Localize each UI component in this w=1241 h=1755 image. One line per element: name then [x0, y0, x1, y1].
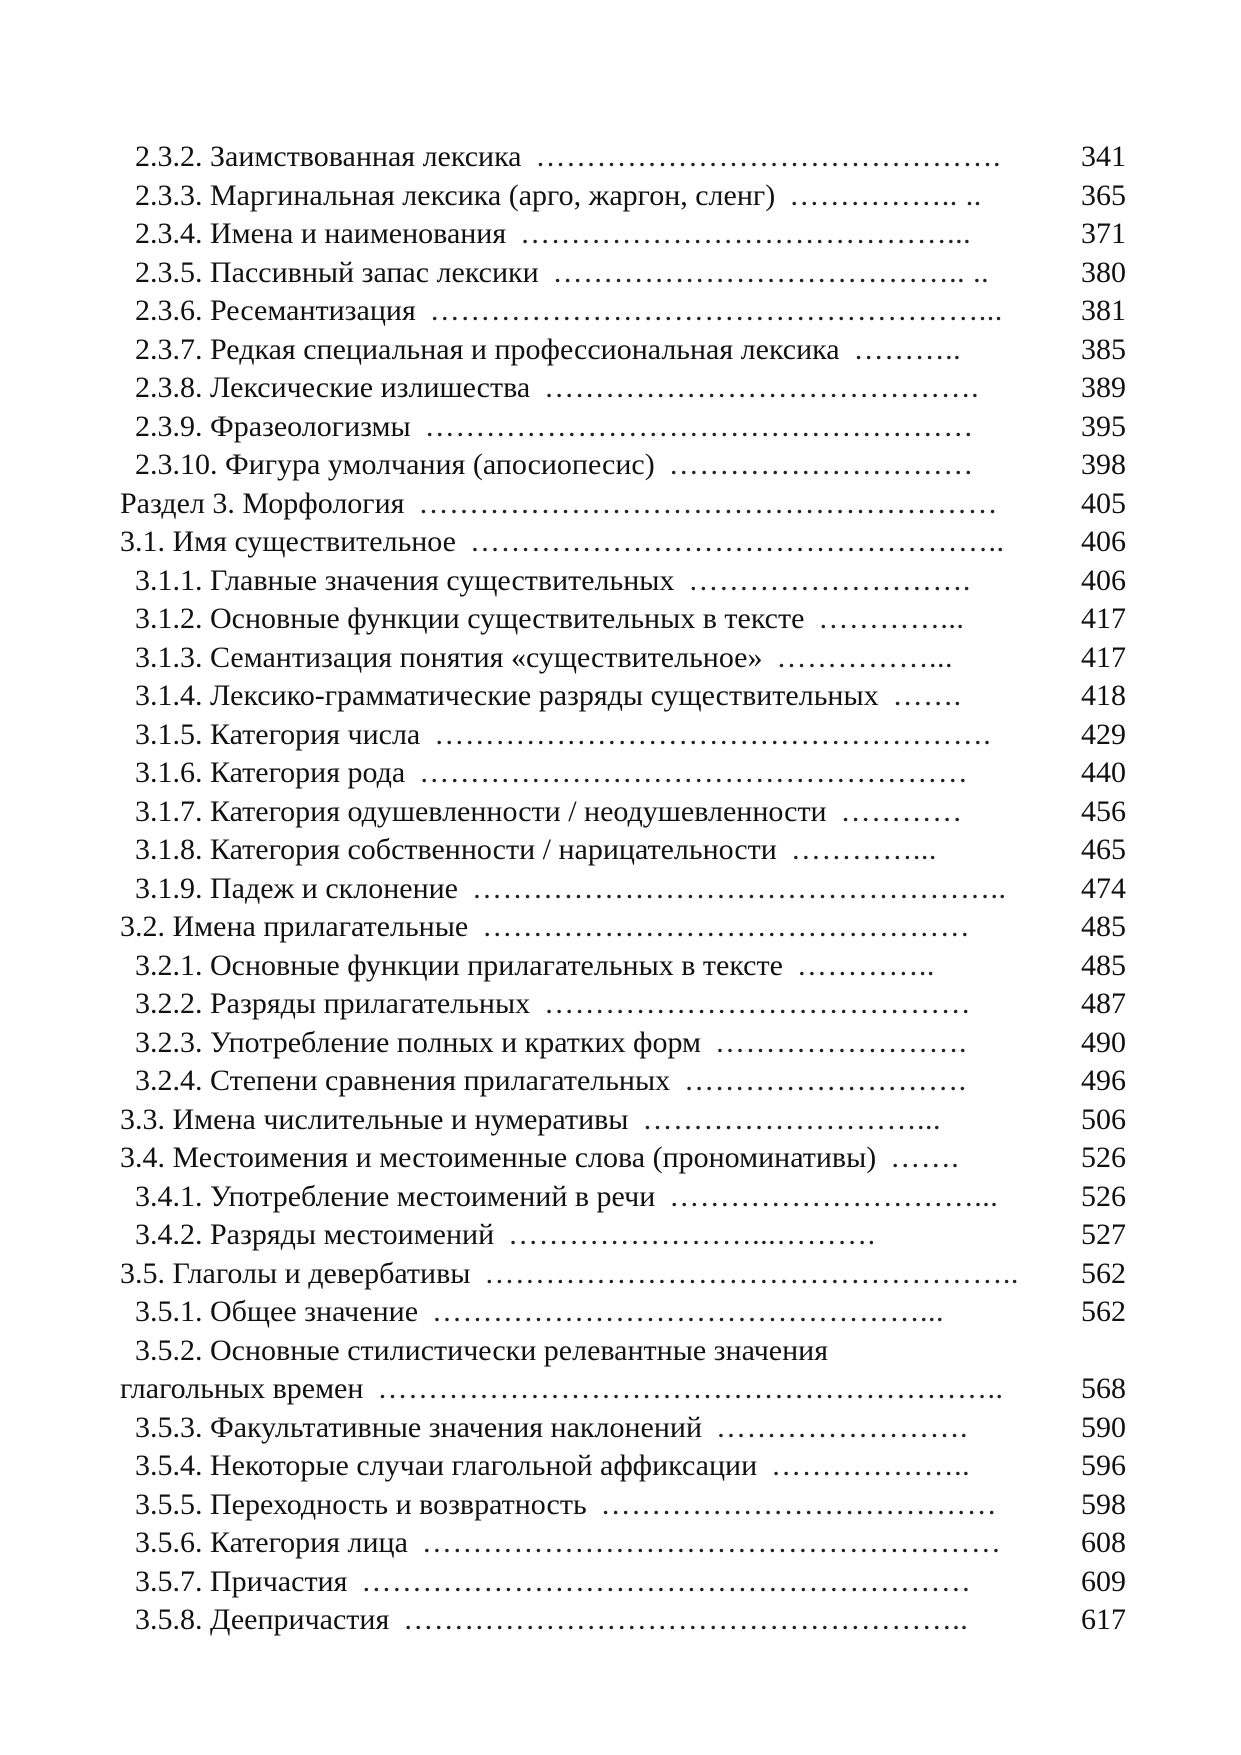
toc-entry [120, 1101, 1126, 1140]
toc-leader-dots: ……………………………………………… [419, 756, 969, 789]
toc-entry [120, 254, 1126, 293]
toc-page-number: 608 [1081, 1526, 1126, 1559]
toc-entry-title: 3.1.1. Главные значения существительных [135, 563, 675, 597]
toc-page-number: 406 [1081, 563, 1126, 597]
toc-entry [120, 908, 1126, 947]
toc-leader-dots: ………………………. [688, 563, 971, 597]
toc-page-number: 429 [1081, 717, 1126, 751]
toc-entry [120, 138, 1126, 177]
toc-page-number: 526 [1081, 1141, 1126, 1174]
toc-leader-dots: ………………………………………… [482, 910, 971, 943]
toc-leader-dots: ………………………………………. [535, 140, 1001, 173]
toc-page-number: 389 [1081, 371, 1126, 404]
toc-entry [120, 639, 1126, 678]
toc-page-number: 487 [1081, 987, 1126, 1020]
toc-entry-title: 3.1.4. Лексико-грамматические разряды существительных [135, 679, 879, 712]
toc-entry-title: 3.5.2. Основные стилистически релевантные значения [135, 1333, 829, 1367]
toc-page-number: 385 [1081, 332, 1126, 366]
toc-leader-dots: ……………………………………………… [424, 409, 974, 443]
toc-leader-dots: ………………………………………………... [429, 294, 1003, 327]
toc-entry-title: 3.3. Имена числительные и нумеративы [120, 1102, 629, 1136]
toc-entry-title: 3.4. Местоимения и местоименные слова (прономинативы) [120, 1141, 877, 1174]
toc-entry [120, 947, 1126, 986]
toc-entry-title: 3.1.2. Основные функции существительных в тексте [135, 602, 805, 635]
toc-entry-title: 3.2.4. Степени сравнения прилагательных [135, 1064, 671, 1097]
toc-entry [120, 793, 1126, 832]
toc-page-number: 406 [1081, 525, 1126, 558]
toc-leader-dots: ………………………... [642, 1102, 941, 1136]
toc-page-number: 485 [1081, 910, 1126, 943]
toc-page-number: 398 [1081, 448, 1126, 481]
toc-entry-title: 3.4.2. Разряды местоимений [135, 1218, 495, 1251]
toc-entry [120, 1255, 1126, 1294]
toc-page-number: 341 [1081, 140, 1126, 173]
toc-leader-dots: ……………….. [771, 1449, 971, 1482]
toc-entry [120, 292, 1126, 331]
toc-leader-dots: …………………………………………………….. [377, 1372, 1004, 1405]
toc-entry [120, 1178, 1126, 1217]
toc-leader-dots: ………………………………….. .. [552, 255, 990, 289]
toc-page-number: 417 [1081, 640, 1126, 674]
toc-page-number: 395 [1081, 409, 1126, 443]
toc-leader-dots: ……………………...………. [508, 1218, 876, 1251]
toc-page-number: 562 [1081, 1256, 1126, 1290]
toc-entry-title: 3.5.7. Причастия [135, 1564, 348, 1598]
toc-entry [120, 1601, 1126, 1640]
toc-entry [120, 1447, 1126, 1486]
toc-entry [120, 485, 1126, 524]
toc-page-number: 596 [1081, 1449, 1126, 1482]
toc-leader-dots: …………………………………………….. [472, 871, 1007, 905]
toc-entry-title: 3.2.3. Употребление полных и кратких форм [135, 1025, 702, 1059]
toc-page-number: 562 [1081, 1295, 1126, 1328]
toc-entry [120, 677, 1126, 716]
toc-leader-dots: ………… [840, 794, 963, 828]
toc-page-number: 617 [1081, 1603, 1126, 1636]
toc-leader-dots: ……………………………………. [544, 371, 980, 404]
toc-page-number: 485 [1081, 948, 1126, 982]
toc-entry-title: 3.1.5. Категория числа [135, 717, 421, 751]
toc-entry-title: 3.5.6. Категория лица [135, 1526, 408, 1559]
toc-entry-title: 3.2. Имена прилагательные [120, 910, 469, 943]
toc-entry [120, 446, 1126, 485]
toc-leader-dots: ………………………… [668, 448, 974, 481]
toc-entry [120, 600, 1126, 639]
toc-page-number: 365 [1081, 178, 1126, 212]
toc-leader-dots: …………………………………………... [432, 1295, 945, 1328]
toc-leader-dots: …………………………………………….. [470, 525, 1005, 558]
toc-page-number: 490 [1081, 1025, 1126, 1059]
toc-entry [120, 177, 1126, 216]
toc-entry-title: 2.3.10. Фигура умолчания (апосиопесис) [135, 448, 655, 481]
toc-page-number: 405 [1081, 486, 1126, 520]
toc-entry [120, 1486, 1126, 1525]
toc-entry [120, 1139, 1126, 1178]
toc-leader-dots: …………... [818, 602, 965, 635]
toc-entry [120, 1062, 1126, 1101]
toc-entry-title: 2.3.5. Пассивный запас лексики [135, 255, 539, 289]
toc-entry-title: 2.3.8. Лексические излишества [135, 371, 531, 404]
toc-entry-title: 2.3.6. Ресемантизация [135, 294, 416, 327]
toc-entry [120, 1024, 1126, 1063]
toc-leader-dots: ……….. [853, 332, 962, 366]
toc-entry [120, 1563, 1126, 1602]
toc-entry-title: 3.1.8. Категория собственности / нарицательности [135, 833, 777, 866]
toc-entry [120, 215, 1126, 254]
toc-entry [120, 331, 1126, 370]
toc-page-number: 474 [1081, 871, 1126, 905]
toc-entry [120, 1409, 1126, 1448]
toc-entry [120, 870, 1126, 909]
toc-page-number: 381 [1081, 294, 1126, 327]
toc-page-number: 440 [1081, 756, 1126, 789]
toc-entry [120, 716, 1126, 755]
toc-page-number: 371 [1081, 217, 1126, 250]
toc-page-number: 456 [1081, 794, 1126, 828]
toc-entry-title: 2.3.9. Фразеологизмы [135, 409, 411, 443]
toc-entry-title: Раздел 3. Морфология [120, 486, 405, 520]
toc-leader-dots: …………………………... [669, 1179, 999, 1213]
toc-entry [120, 1524, 1126, 1563]
toc-leader-dots: ……………………………………………….. [403, 1603, 969, 1636]
toc-entry-title: 3.4.1. Употребление местоимений в речи [135, 1179, 656, 1213]
toc-entry-title: 3.5.3. Факультативные значения наклонений [135, 1410, 703, 1444]
toc-entry-title: 3.5.1. Общее значение [135, 1295, 419, 1328]
toc-page-number: 568 [1081, 1372, 1126, 1405]
toc-entry [120, 369, 1126, 408]
toc-leader-dots: ……………... [776, 640, 953, 674]
toc-entry-title: 2.3.4. Имена и наименования [135, 217, 507, 250]
toc-entry [120, 523, 1126, 562]
toc-leader-dots: ……………………. [715, 1025, 968, 1059]
toc-entry [120, 1332, 1126, 1371]
toc-entry-title: 3.5.5. Переходность и возвратность [135, 1487, 587, 1521]
toc-entry-title: глагольных времен [120, 1372, 364, 1405]
toc-page-number: 417 [1081, 602, 1126, 635]
table-of-contents [120, 138, 1126, 1640]
toc-leader-dots: ………….. [796, 948, 935, 982]
toc-entry [120, 831, 1126, 870]
toc-leader-dots: …………………………………………………… [361, 1564, 972, 1598]
toc-leader-dots: ………………………………………………. [434, 717, 992, 751]
toc-entry [120, 1370, 1126, 1409]
toc-page-number: 526 [1081, 1179, 1126, 1213]
toc-entry [120, 1293, 1126, 1332]
toc-entry-title: 3.1.6. Категория рода [135, 756, 406, 789]
toc-leader-dots: …………………………………… [544, 987, 972, 1020]
toc-entry-title: 3.1. Имя существительное [120, 525, 456, 558]
toc-entry-title: 2.3.7. Редкая специальная и профессиональная лексика [135, 332, 840, 366]
toc-leader-dots: ……………………. [716, 1410, 969, 1444]
toc-page-number: 609 [1081, 1564, 1126, 1598]
toc-page-number: 465 [1081, 833, 1126, 866]
toc-entry [120, 1216, 1126, 1255]
toc-leader-dots: ………………………………………………… [421, 1526, 1002, 1559]
toc-leader-dots: …………….. .. [789, 178, 982, 212]
toc-entry [120, 985, 1126, 1024]
toc-page-number: 380 [1081, 255, 1126, 289]
toc-entry-title: 3.1.3. Семантизация понятия «существительное» [135, 640, 763, 674]
toc-entry [120, 754, 1126, 793]
toc-page-number: 496 [1081, 1064, 1126, 1097]
toc-entry-title: 3.5.8. Деепричастия [135, 1603, 390, 1636]
toc-leader-dots: ………………………………………………… [418, 486, 998, 520]
toc-entry-title: 2.3.3. Маргинальная лексика (арго, жаргон, сленг) [135, 178, 776, 212]
toc-leader-dots: ………………………. [684, 1064, 967, 1097]
toc-entry-title: 3.1.9. Падеж и склонение [135, 871, 458, 905]
toc-leader-dots: ……. [890, 1141, 960, 1174]
toc-entry-title: 2.3.2. Заимствованная лексика [135, 140, 522, 173]
toc-page-number: 506 [1081, 1102, 1126, 1136]
toc-leader-dots: …………... [790, 833, 937, 866]
toc-entry-title: 3.2.1. Основные функции прилагательных в тексте [135, 948, 783, 982]
toc-entry [120, 408, 1126, 447]
toc-leader-dots: ………………………………… [600, 1487, 998, 1521]
toc-leader-dots: ……………………………………... [520, 217, 972, 250]
toc-leader-dots: ……. [892, 679, 962, 712]
toc-page-number: 418 [1081, 679, 1126, 712]
toc-leader-dots: …………………………………………….. [484, 1256, 1019, 1290]
toc-entry-title: 3.5.4. Некоторые случаи глагольной аффиксации [135, 1449, 758, 1482]
toc-page-number: 527 [1081, 1218, 1126, 1251]
toc-page-number: 590 [1081, 1410, 1126, 1444]
toc-page-number: 598 [1081, 1487, 1126, 1521]
toc-entry-title: 3.1.7. Категория одушевленности / неодушевленности [135, 794, 827, 828]
toc-entry [120, 562, 1126, 601]
toc-entry-title: 3.5. Глаголы и девербативы [120, 1256, 471, 1290]
toc-entry-title: 3.2.2. Разряды прилагательных [135, 987, 531, 1020]
